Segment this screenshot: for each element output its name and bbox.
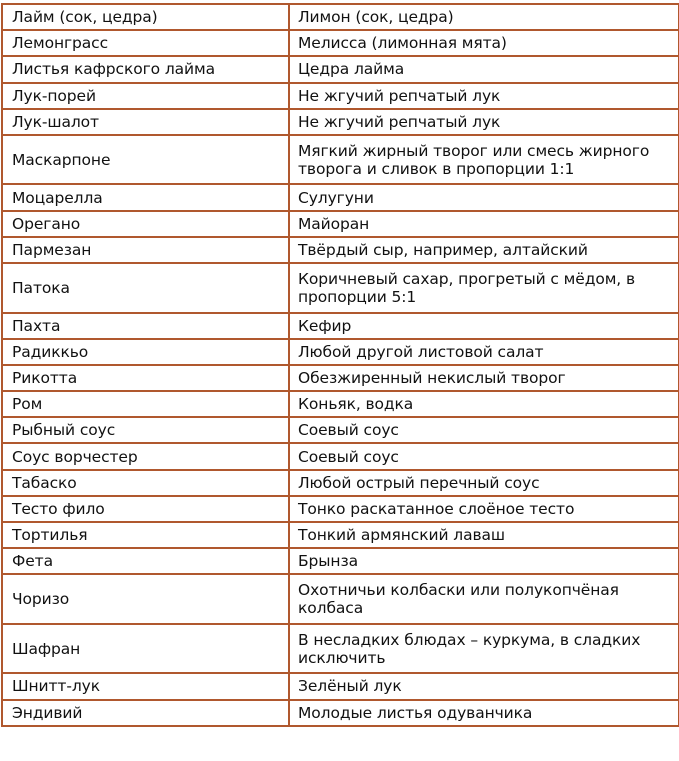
substitute-cell: Мягкий жирный творог или смесь жирного творога и сливок в пропорции 1:1 [289, 135, 679, 185]
ingredient-cell: Орегано [2, 211, 289, 237]
table-row [2, 496, 679, 522]
ingredient-cell: Чоризо [2, 574, 289, 624]
substitute-cell: Коричневый сахар, прогретый с мёдом, в пропорции 5:1 [289, 263, 679, 313]
ingredient-cell: Лук-порей [2, 83, 289, 109]
table-row [2, 109, 679, 135]
table-row [2, 184, 679, 210]
ingredient-cell: Ром [2, 391, 289, 417]
ingredient-cell: Шнитт-лук [2, 673, 289, 699]
table-row [2, 263, 679, 313]
substitution-table [1, 3, 679, 727]
table-row [2, 470, 679, 496]
substitute-cell: Тонко раскатанное слоёное тесто [289, 496, 679, 522]
table-row [2, 673, 679, 699]
ingredient-cell: Рикотта [2, 365, 289, 391]
substitute-cell: Коньяк, водка [289, 391, 679, 417]
table-row [2, 339, 679, 365]
ingredient-cell: Табаско [2, 470, 289, 496]
table-row [2, 135, 679, 185]
substitute-cell: Твёрдый сыр, например, алтайский [289, 237, 679, 263]
table-row [2, 237, 679, 263]
table-row [2, 700, 679, 726]
ingredient-cell: Лайм (сок, цедра) [2, 4, 289, 30]
table-row [2, 624, 679, 674]
substitute-cell: Мелисса (лимонная мята) [289, 30, 679, 56]
table-row [2, 391, 679, 417]
substitute-cell: Соевый соус [289, 443, 679, 469]
table-row [2, 211, 679, 237]
ingredient-cell: Патока [2, 263, 289, 313]
table-row [2, 365, 679, 391]
table-row [2, 522, 679, 548]
ingredient-cell: Пармезан [2, 237, 289, 263]
table-row [2, 4, 679, 30]
ingredient-cell: Тесто фило [2, 496, 289, 522]
substitute-cell: Кефир [289, 313, 679, 339]
ingredient-cell: Маскарпоне [2, 135, 289, 185]
substitute-cell: Соевый соус [289, 417, 679, 443]
ingredient-cell: Эндивий [2, 700, 289, 726]
substitute-cell: Тонкий армянский лаваш [289, 522, 679, 548]
ingredient-cell: Радиккьо [2, 339, 289, 365]
table-row [2, 417, 679, 443]
table-row [2, 30, 679, 56]
table-row [2, 313, 679, 339]
table-row [2, 574, 679, 624]
ingredient-cell: Лук-шалот [2, 109, 289, 135]
substitute-cell: Обезжиренный некислый творог [289, 365, 679, 391]
ingredient-cell: Рыбный соус [2, 417, 289, 443]
substitute-cell: Любой острый перечный соус [289, 470, 679, 496]
substitute-cell: Молодые листья одуванчика [289, 700, 679, 726]
table-row [2, 56, 679, 82]
substitute-cell: Лимон (сок, цедра) [289, 4, 679, 30]
table-row [2, 83, 679, 109]
ingredient-cell: Тортилья [2, 522, 289, 548]
substitute-cell: Не жгучий репчатый лук [289, 83, 679, 109]
ingredient-cell: Шафран [2, 624, 289, 674]
ingredient-cell: Соус ворчестер [2, 443, 289, 469]
substitute-cell: Не жгучий репчатый лук [289, 109, 679, 135]
table-row [2, 443, 679, 469]
substitute-cell: Цедра лайма [289, 56, 679, 82]
ingredient-cell: Лемонграсс [2, 30, 289, 56]
table-row [2, 548, 679, 574]
substitute-cell: Майоран [289, 211, 679, 237]
substitute-cell: Любой другой листовой салат [289, 339, 679, 365]
substitute-cell: Охотничьи колбаски или полукопчёная колбаса [289, 574, 679, 624]
ingredient-cell: Пахта [2, 313, 289, 339]
ingredient-cell: Листья кафрского лайма [2, 56, 289, 82]
ingredient-cell: Моцарелла [2, 184, 289, 210]
substitute-cell: В несладких блюдах – куркума, в сладких исключить [289, 624, 679, 674]
ingredient-cell: Фета [2, 548, 289, 574]
substitution-table-container [1, 3, 678, 727]
substitute-cell: Брынза [289, 548, 679, 574]
substitute-cell: Зелёный лук [289, 673, 679, 699]
substitute-cell: Сулугуни [289, 184, 679, 210]
